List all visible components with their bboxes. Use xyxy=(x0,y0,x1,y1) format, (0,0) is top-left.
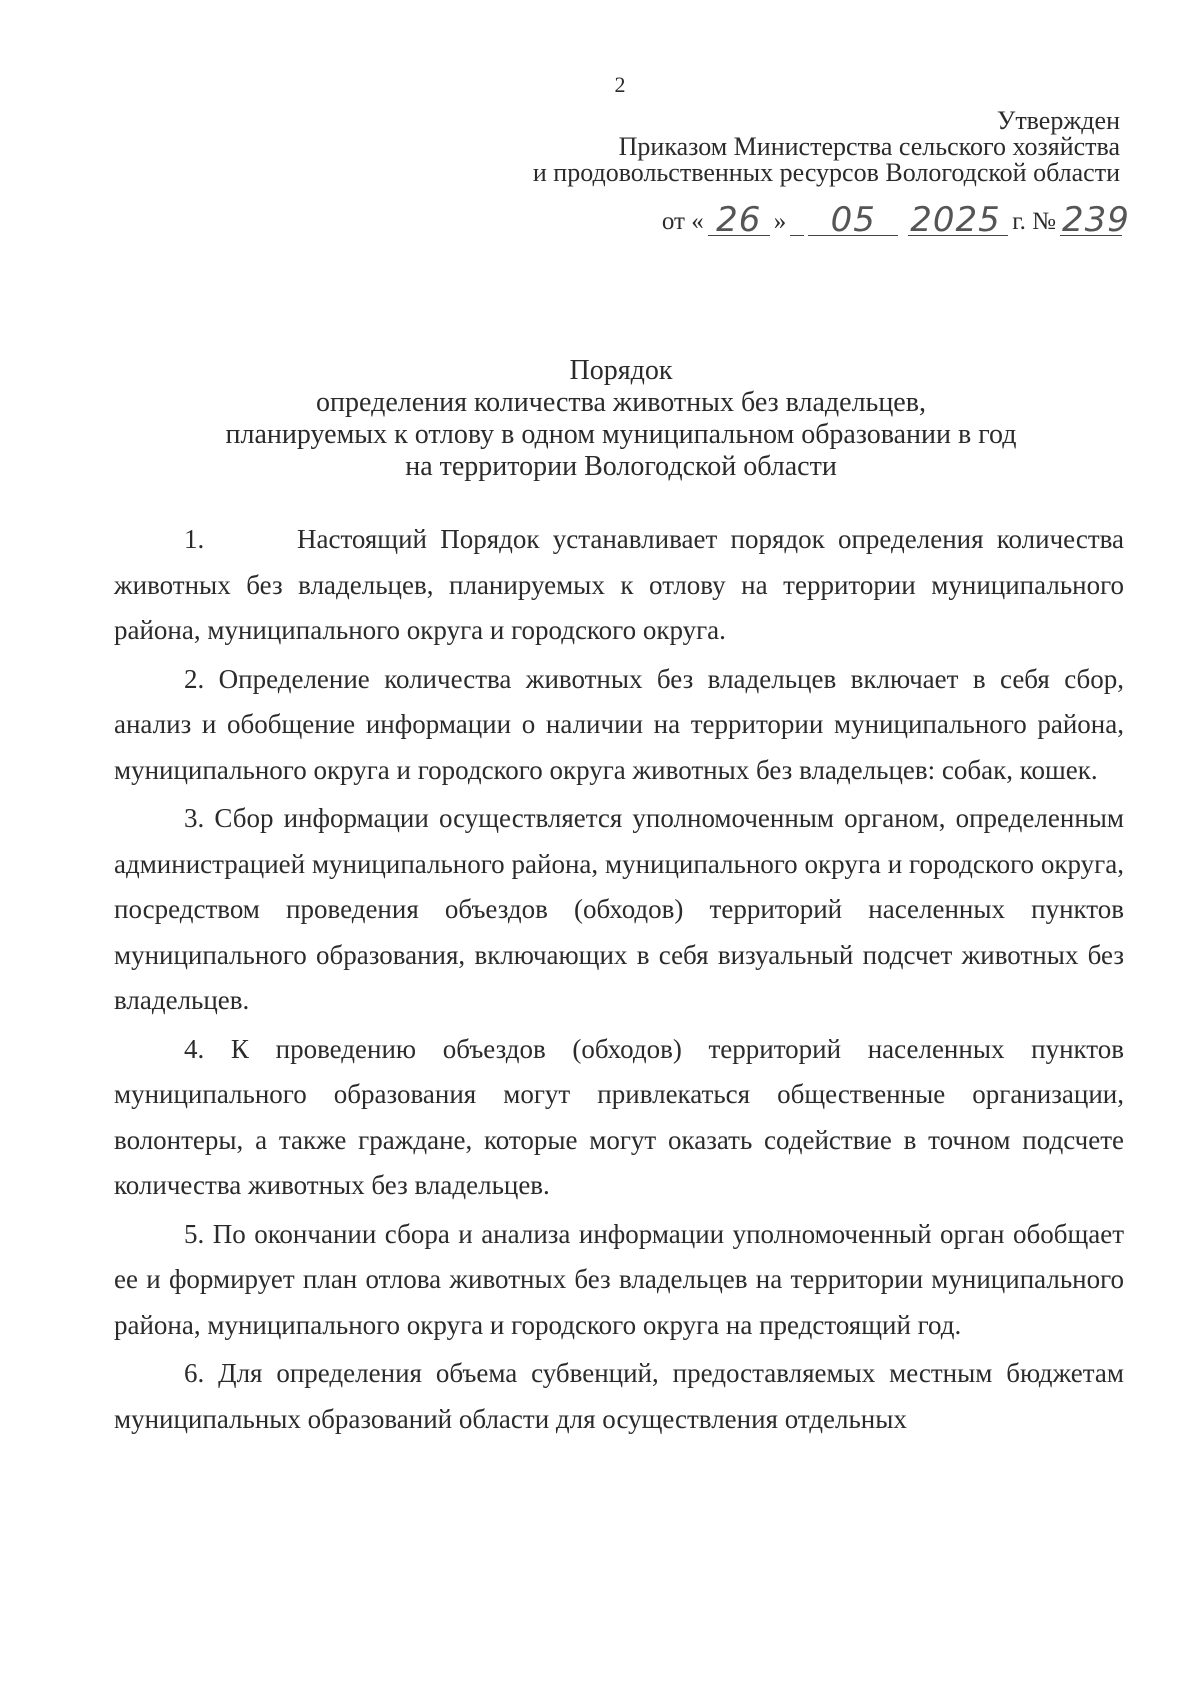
order-prefix: от « xyxy=(661,208,704,235)
approval-line-order: Приказом Министерства сельского хозяйства xyxy=(618,132,1120,161)
order-close-quote: » xyxy=(773,208,787,235)
paragraph-1: 1. Настоящий Порядок устанавливает порядок определения количества животных без владельцев, планируемых к отлову на территории муниципального района, муниципального округа и городского округа. xyxy=(114,524,1124,645)
approval-line-ministry: и продовольственных ресурсов Вологодской области xyxy=(532,158,1120,187)
order-number: 239 xyxy=(1062,200,1130,240)
paragraph-2: 2. Определение количества животных без владельцев включает в себя сбор, анализ и обобщение информации о наличии на территории муниципального района, муниципального округа и городского округа животных без владельцев: собак, кошек. xyxy=(114,663,1124,785)
paragraph-5: 5. По окончании сбора и анализа информации уполномоченный орган обобщает ее и формирует план отлова животных без владельцев на территории муниципального района, муниципального округа и городского округа на предстоящий год. xyxy=(114,1218,1124,1340)
title-line-1: Порядок xyxy=(569,355,673,386)
approval-block xyxy=(533,108,1120,186)
order-blank xyxy=(790,209,804,236)
paragraph-6: 6. Для определения объема субвенций, предоставляемых местным бюджетам муниципальных образований области для осуществления отдельных xyxy=(114,1358,1124,1434)
order-year: 2025 xyxy=(908,205,1008,236)
order-year-suffix: г. № xyxy=(1012,208,1056,235)
order-date-number xyxy=(661,200,1130,240)
order-month: 05 xyxy=(808,205,898,236)
order-day: 26 xyxy=(708,205,770,236)
approval-line-approved: Утвержден xyxy=(996,106,1120,135)
paragraph-3: 3. Сбор информации осуществляется уполномоченным органом, определенным администрацией муниципального района, муниципального округа и городского округа, посредством проведения объездов (обходов) территорий населенных пунктов муниципального образования, включающих в себя визуальный подсчет животных без владельцев. xyxy=(114,803,1124,1015)
title-line-3: планируемых к отлову в одном муниципальном образовании в год xyxy=(225,419,1017,450)
document-title xyxy=(0,355,1200,483)
title-line-2: определения количества животных без владельцев, xyxy=(316,387,926,418)
page-number: 2 xyxy=(614,72,626,97)
title-line-4: на территории Вологодской области xyxy=(405,451,837,482)
paragraph-4: 4. К проведению объездов (обходов) территорий населенных пунктов муниципального образования могут привлекаться общественные организации, волонтеры, а также граждане, которые могут оказать содействие в точном подсчете количества животных без владельцев. xyxy=(114,1033,1124,1200)
document-body xyxy=(114,517,1124,1445)
